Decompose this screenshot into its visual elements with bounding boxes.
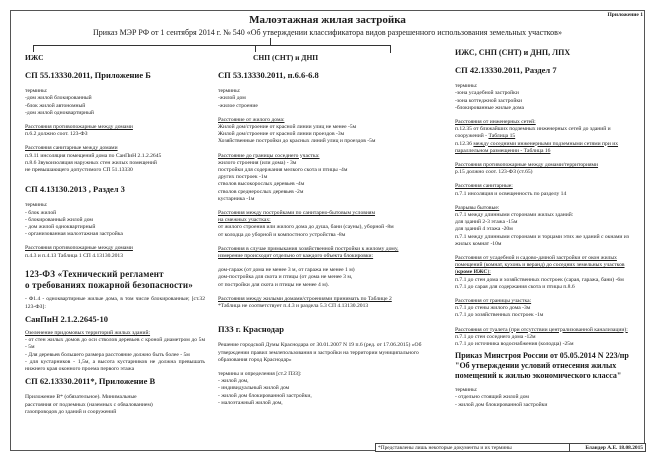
text-line: р.15 должно соот. 123-ФЗ (ст.65)	[455, 169, 533, 176]
section-heading: СП 53.13330.2011, п.6.6-6.8	[218, 70, 319, 80]
text-block	[455, 83, 640, 348]
text-line: стволов среднерослых деревьев -2м	[218, 188, 304, 195]
page-title: Малоэтажная жилая застройка	[249, 14, 406, 26]
footer-note: *Представлены лишь некоторые документы и их термины	[375, 443, 570, 452]
subsection-label: Расстояния санитарные:	[455, 183, 513, 190]
term: термины:	[455, 387, 478, 394]
term: - отдельно стоящий жилой дом	[455, 394, 529, 401]
text-line: расстояния от подземных (наземных с обвалованием)	[25, 401, 153, 408]
term: термины и определения [ст.2 ПЗЗ]:	[218, 371, 302, 378]
term: - жилой дом блокированной застройки,	[218, 392, 312, 399]
heading-line: о требованиях пожарной безопасности»	[25, 279, 194, 290]
subsection-label: Расстояние до границы соседнего участка:	[218, 152, 320, 159]
text-line: дом-гараж (от дома не менее 3 м, от гаража не менее 1 м)	[218, 267, 355, 274]
text-line: постройки для содержания мелкого скота и птицы -4м	[218, 167, 348, 174]
text-line: от постройки для скота и птицы не менее 4 м).	[218, 281, 330, 288]
terms-list	[218, 88, 443, 310]
text-line: п.7.1 инсоляция и освещенность по разделу 14	[455, 190, 567, 197]
column-izhs	[25, 53, 205, 416]
text-line: п.8.6 Звукоизоляция наружных стен жилых помещений	[25, 159, 157, 166]
text-line: дом-постройка для скота и птицы (от дома не менее 3 м,	[218, 274, 353, 281]
terms-list	[25, 88, 205, 174]
tree-leg-right	[390, 45, 391, 53]
subsection-label	[455, 255, 640, 277]
text-line: п.9.11 инсоляция помещений дома по СанПиН 2.1.2.2645	[25, 152, 162, 159]
term: -жилой дом	[218, 95, 246, 102]
table-note: *Таблица не соответствует п.4.3 и раздела 5.3 СП 4.13130.2013	[218, 303, 369, 310]
section-heading: Приказ Минстроя России от 05.05.2014 N 223/пр "Об утверждении условий отнесения жилых помещений к жилью экономического класса"	[455, 351, 629, 381]
text-span: п.12.36	[455, 140, 474, 147]
term: термины:	[218, 88, 241, 95]
tree-branch	[33, 45, 391, 46]
term: термины:	[25, 88, 48, 95]
text-line: п.7.1 до хозяйственных построек -1м	[455, 312, 544, 319]
subsection-label: Озеленение придомовых территорий жилых зданий:	[25, 330, 151, 337]
tree-leg-mid	[255, 45, 256, 52]
text-line: - Для деревьев большего размера расстояние должно быть более - 5м	[25, 351, 190, 358]
page-subtitle: Приказ МЭР РФ от 1 сентября 2014 г. № 540 «Об утверждении классификатора видов разрешенного использования земельных участков»	[93, 28, 562, 37]
section-heading: СП 62.13330.2011*, Приложение В	[25, 376, 156, 387]
term: термины:	[455, 83, 478, 90]
term: - блок жилой	[25, 209, 57, 216]
text-span: Расстояния от усадебной и садово-дачной застройки от окон жилых помещений (комнат, кухонь и веранд) до соседних земельных участков (	[455, 255, 625, 276]
text-line	[455, 126, 640, 140]
text-block: Решение городской Думы Краснодара от 30.01.2007 N 19 п.6 (ред. от 17.06.2015) «Об утверждении правил землепользования и застройки на территории муниципального образования город Краснодар»	[218, 342, 422, 363]
term: -блок жилой автономный	[25, 102, 86, 109]
text-block	[218, 342, 443, 407]
term: - жилой дом блокированной застройки	[455, 401, 548, 408]
text-line: других построек -1м	[218, 174, 268, 181]
term: -дом жилой одноквартирный	[25, 109, 94, 116]
term: - жилой дом,	[218, 378, 249, 385]
appendix-label: Приложение 1	[607, 12, 643, 18]
subsection-label: Расстояния от туалета (при отсутствии централизованной канализации):	[455, 326, 628, 333]
text-line: не превышающего допустимого СП 51.13330	[25, 167, 133, 174]
term: термины:	[25, 202, 48, 209]
term: -дом жилой блокированный	[25, 95, 92, 102]
section-heading	[25, 269, 205, 291]
text-span-bold: кроме ИЖС	[456, 269, 488, 276]
section-heading: СП 4.13130.2013 , Раздел 3	[25, 184, 125, 195]
term: -зона коттеджной застройки	[455, 97, 523, 104]
subsection-label: измерение происходит отдельно от каждого объекта блокировки:	[218, 253, 374, 260]
text-block	[25, 394, 205, 416]
text-span: п.12.35 от ближайших подземных инженерных сетей до зданий и сооружений -	[455, 126, 611, 140]
text-line	[455, 141, 640, 155]
subsection-label: Расстояния противопожарные между домами	[25, 124, 133, 130]
tree-stem	[270, 38, 271, 45]
text-line: для зданий 2-3 этажа -15м	[455, 219, 518, 226]
text-line: жилого строения (или дома) - 3м	[218, 159, 297, 166]
text-line: от жилого строения или жилого дома до душа, бани (сауны), уборной -8м	[218, 224, 394, 231]
section-heading: СП 55.13330.2011, Приложение Б	[25, 70, 151, 80]
text-block: - Ф1.4 - одноквартирные жилые дома, в том числе блокированные; [ст.32 123-ФЗ]:	[25, 296, 205, 310]
text-line: п.7.1 до источника водоснабжения (колодца) -25м	[455, 341, 574, 348]
subsection-label: Расстояния противопожарные между домами/территориями	[455, 162, 599, 169]
table-link: Таблица 15	[488, 133, 516, 140]
subsection-label: Расстояния санитарные между домами	[25, 145, 118, 152]
term: -зона усадебной застройки	[455, 90, 519, 97]
text-line: кустарника -1м	[218, 195, 255, 202]
subsection-label: Расстояния в случае примыкания хозяйственной постройки к жилому дому,	[218, 245, 399, 252]
term: -блокированные жилые дома	[455, 104, 524, 111]
text-line: п.7.1 до стены жилого дома -3м	[455, 305, 531, 312]
term: -жилое строение	[218, 102, 258, 109]
table-link: между соседними инженерными подземными сетями при их параллельном размещении - Таблица 16	[455, 140, 619, 154]
column-title: ИЖС	[25, 53, 44, 62]
subsection-label: Расстояния между постройками по санитарно-бытовым условиям	[218, 210, 376, 217]
text-line: п.7.1 между длинными сторонами жилых зданий:	[455, 212, 574, 219]
text-line: п.7.1 до сарая для содержания скота и птицы п.8.6	[455, 283, 575, 290]
text-block	[25, 330, 205, 373]
subsection-label: Расстояния противопожарные между домами	[25, 245, 133, 252]
text-line: п.6.2 должно соот. 123-ФЗ	[25, 131, 88, 138]
section-heading: СП 42.13330.2011, Раздел 7	[455, 65, 557, 75]
text-line: Жилой дом/строение от красной линии проездов -3м	[218, 131, 345, 138]
term: - индивидуальный жилой дом	[218, 385, 290, 392]
subsection-label: на смежных участках:	[218, 217, 271, 224]
column-title: СНП (СНТ) и ДНП	[253, 53, 319, 62]
terms-list	[25, 202, 205, 259]
text-line: - от стен жилых домов до оси стволов деревьев с кроной диаметром до 5м - 5м	[25, 337, 205, 351]
text-line: Приложение В* (обязательное). Минимальные	[25, 394, 137, 401]
column-snp-dnp	[218, 53, 443, 407]
term: - малоэтажный жилой дом,	[218, 399, 283, 406]
subsection-label: Расстояния от инженерных сетей:	[455, 119, 536, 125]
section-heading: СанПиН 2.1.2.2645-10	[25, 313, 108, 324]
text-span: ):	[487, 269, 491, 276]
text-line: п.7.1 до стен дома и хозяйственных построек (сарая, гаража, бани) -6м	[455, 276, 624, 283]
term: - дом жилой одноквартирный	[25, 224, 96, 231]
heading-line: 123-ФЗ «Технический регламент	[25, 268, 164, 279]
term: - блокированный жилой дом	[25, 216, 93, 223]
column-izhs-snp-lph	[455, 48, 640, 409]
text-line: стволов высокорослых деревьев -4м	[218, 181, 305, 188]
subsection-label: Расстояния между жилыми домами/строениями принимать по Таблице 2	[218, 295, 392, 302]
term: - организованная малоэтажная застройка	[25, 231, 123, 238]
text-line: п.7.1 до стен соседнего дома -12м	[455, 333, 536, 340]
subsection-label: Расстояние от жилого дома:	[218, 116, 285, 123]
text-line: Жилой дом/строение от красной линии улиц не менее -5м	[218, 124, 357, 130]
text-line: газопроводов до зданий и сооружений	[25, 408, 117, 415]
column-title: ИЖС, СНП (СНТ) и ДНП, ЛПХ	[455, 48, 571, 57]
text-line: Хозяйственные постройки до красных линий улиц и проездов -5м	[218, 138, 376, 145]
text-line: от колодца до уборной и компостного устройства -8м	[218, 231, 346, 238]
subsection-label: Разрывы бытовые:	[455, 204, 500, 211]
section-heading: ПЗЗ г. Краснодар	[218, 324, 284, 335]
text-line: п.4.3 и п.4.13 Таблица 1 СП 4.13130.2013	[25, 252, 124, 259]
text-line: для зданий 4 этажа -20м	[455, 226, 513, 233]
tree-leg-left	[33, 45, 34, 52]
text-line: - для кустарников - 1,5м, а высота кустарников не должна превышать нижнего края оконного проема первого этажа	[25, 358, 205, 373]
footer-author: Бландер А.Е. 18.08.2015	[569, 443, 646, 452]
terms-list	[455, 387, 640, 409]
text-line: п.7.1 между длинными сторонами и торцами этих же зданий с окнами из жилых комнат -10м	[455, 233, 629, 247]
subsection-label: Расстояния от границы участка:	[455, 298, 532, 305]
